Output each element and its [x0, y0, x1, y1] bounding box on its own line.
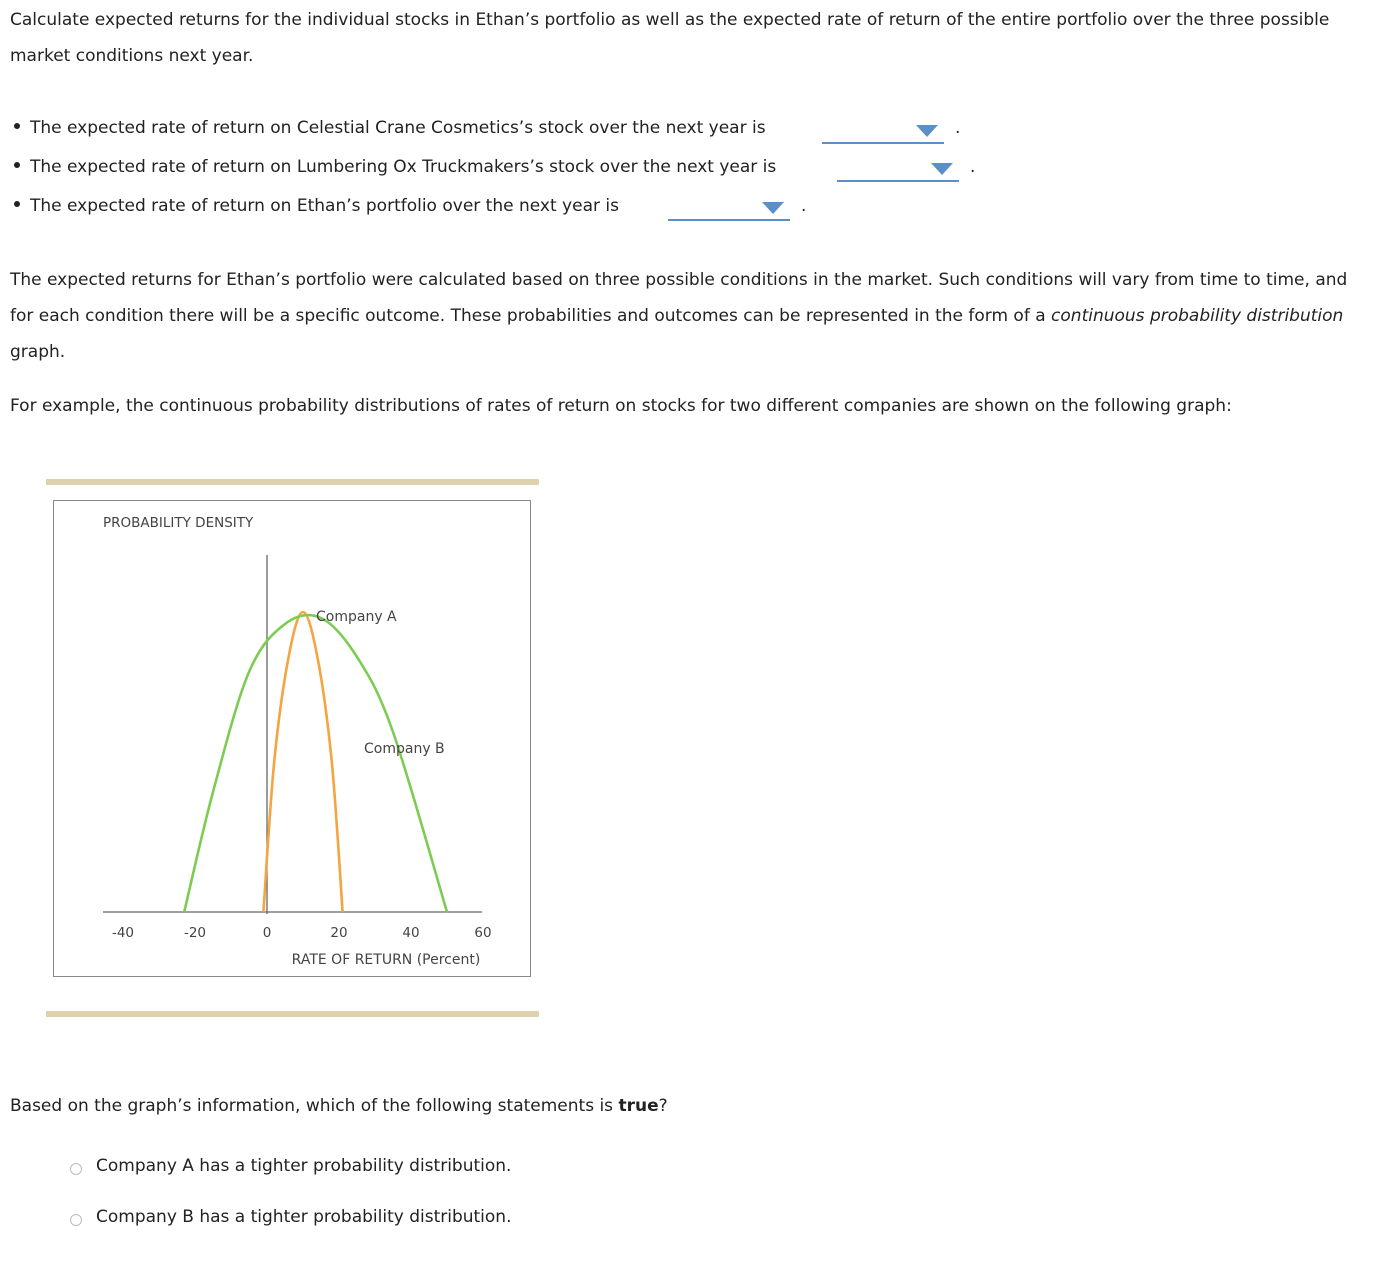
bullet-text-portfolio: The expected rate of return on Ethan’s portfolio over the next year is [30, 196, 619, 216]
chevron-down-icon [916, 125, 938, 137]
explanation-part1: The expected returns for Ethan’s portfolio were calculated based on three possible conditions in the market. Such conditions will vary from time to time, and for each condition there will be a specific outcome. These probabilities and outcomes can be represented in the form of a [10, 270, 1348, 326]
celestial-return-dropdown[interactable] [822, 120, 944, 144]
probability-chart [54, 501, 529, 975]
explanation-part2: graph. [10, 342, 66, 362]
radio-button[interactable] [70, 1163, 82, 1175]
option-label: Company A has a tighter probability distribution. [96, 1156, 512, 1176]
chart-frame [53, 500, 531, 977]
option-label: Company B has a tighter probability distribution. [96, 1207, 512, 1227]
company-b-label: Company B [364, 741, 445, 757]
x-tick-label: 0 [262, 925, 272, 941]
bullet-text-celestial: The expected rate of return on Celestial Crane Cosmetics’s stock over the next year is [30, 118, 766, 138]
company-a-label: Company A [316, 609, 397, 625]
intro-text: Calculate expected returns for the individual stocks in Ethan’s portfolio as well as the expected rate of return of the entire portfolio over the three possible market conditions next year. [10, 10, 1330, 66]
x-tick-label: -20 [183, 925, 207, 941]
bullet-celestial [14, 116, 766, 140]
chart-top-band [46, 479, 539, 485]
period: . [801, 196, 807, 216]
bullet-text-lumbering: The expected rate of return on Lumbering Ox Truckmakers’s stock over the next year is [30, 157, 777, 177]
lumbering-return-dropdown[interactable] [837, 158, 959, 182]
bullet-dot [14, 162, 20, 168]
period: . [955, 118, 961, 138]
radio-button[interactable] [70, 1214, 82, 1226]
series-line-company-a [263, 612, 342, 912]
x-tick-label: -40 [111, 925, 135, 941]
chevron-down-icon [931, 163, 953, 175]
option-company-a[interactable] [70, 1156, 511, 1176]
question-bold: true [618, 1096, 659, 1116]
y-axis-label: PROBABILITY DENSITY [103, 515, 254, 531]
x-tick-label: 20 [330, 925, 348, 941]
question-end: ? [658, 1096, 668, 1116]
example-text: For example, the continuous probability distributions of rates of return on stocks for two different companies are shown on the following graph: [10, 396, 1232, 416]
explanation-text [10, 262, 1370, 370]
x-axis-label: RATE OF RETURN (Percent) [291, 952, 481, 968]
explanation-emphasis: continuous probability distribution [1051, 306, 1344, 326]
series-line-company-b [184, 615, 447, 912]
question-prefix: Based on the graph’s information, which of the following statements is [10, 1096, 619, 1116]
bullet-dot [14, 123, 20, 129]
bullet-portfolio [14, 194, 619, 218]
x-tick-label: 60 [474, 925, 492, 941]
question-text [10, 1088, 668, 1124]
period: . [970, 157, 976, 177]
option-company-b[interactable] [70, 1207, 511, 1227]
chevron-down-icon [762, 202, 784, 214]
x-tick-label: 40 [402, 925, 420, 941]
chart-bottom-band [46, 1011, 539, 1017]
portfolio-return-dropdown[interactable] [668, 197, 790, 221]
bullet-lumbering [14, 155, 776, 179]
bullet-dot [14, 201, 20, 207]
